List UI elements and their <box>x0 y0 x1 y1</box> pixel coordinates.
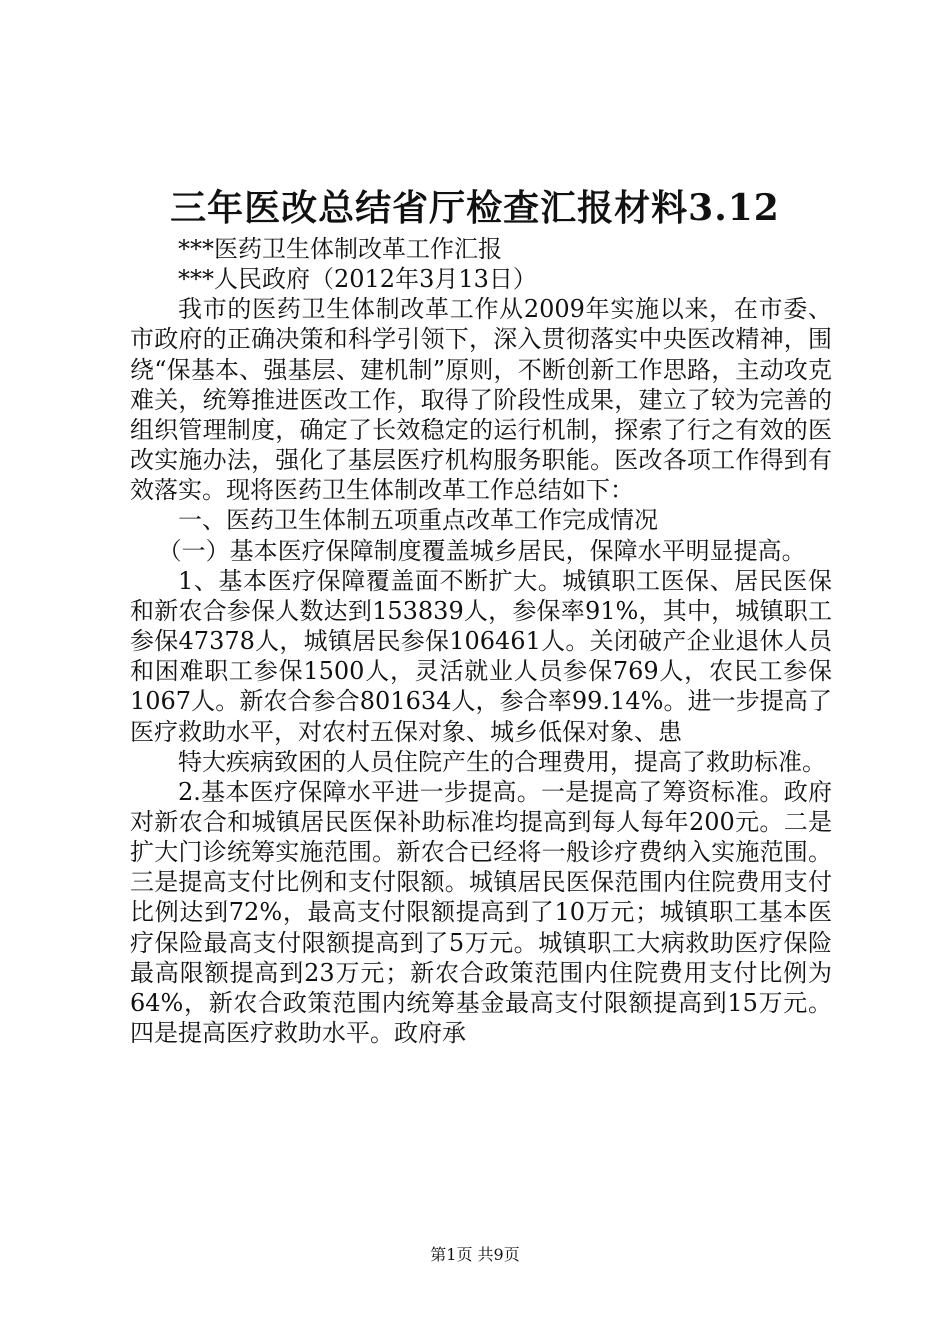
paragraph-level: 2.基本医疗保障水平进一步提高。一是提高了筹资标准。政府对新农合和城镇居民医保补助标准均提高到每人每年200元。二是扩大门诊统筹实施范围。新农合已经将一般诊疗费纳入实施范围。三是提高支付比例和支付限额。城镇居民医保范围内住院费用支付比例达到72%，最高支付限额提高到了10万元；城镇职工基本医疗保险最高支付限额提高到了5万元。城镇职工大病救助医疗保险最高限额提高到23万元；新农合政策范围内住院费用支付比例为64%，新农合政策范围内统筹基金最高支付限额提高到15万元。四是提高医疗救助水平。政府承 <box>130 777 832 1048</box>
subsection-heading-1: （一）基本医疗保障制度覆盖城乡居民，保障水平明显提高。 <box>157 536 806 565</box>
section-heading-1: 一、医药卫生体制五项重点改革工作完成情况 <box>178 506 658 535</box>
document-title: 三年医改总结省厅检查汇报材料3.12 <box>170 187 780 229</box>
document-body <box>130 234 832 1048</box>
paragraph-report-heading: ***医药卫生体制改革工作汇报 <box>178 235 502 263</box>
paragraph-issuer-date: ***人民政府（2012年3月13日） <box>178 265 537 294</box>
page-footer: 第1页 共9页 <box>430 1245 520 1264</box>
paragraph-coverage: 1、基本医疗保障覆盖面不断扩大。城镇职工医保、居民医保和新农合参保人数达到153839人，参保率91%，其中，城镇职工参保47378人，城镇居民参保106461人。关闭破产企业退休人员和困难职工参保1500人，灵活就业人员参保769人，农民工参保1067人。新农合参合801634人，参合率99.14%。进一步提高了医疗救助水平，对农村五保对象、城乡低保对象、患 <box>130 566 832 746</box>
paragraph-relief: 特大疾病致困的人员住院产生的合理费用，提高了救助标准。 <box>178 747 826 776</box>
paragraph-intro: 我市的医药卫生体制改革工作从2009年实施以来，在市委、市政府的正确决策和科学引领下，深入贯彻落实中央医改精神，围绕“保基本、强基层、建机制”原则，不断创新工作思路，主动攻克难关，统筹推进医改工作，取得了阶段性成果，建立了较为完善的组织管理制度，确定了长效稳定的运行机制，探索了行之有效的医改实施办法，强化了基层医疗机构服务职能。医改各项工作得到有效落实。现将医药卫生体制改革工作总结如下： <box>130 295 832 505</box>
